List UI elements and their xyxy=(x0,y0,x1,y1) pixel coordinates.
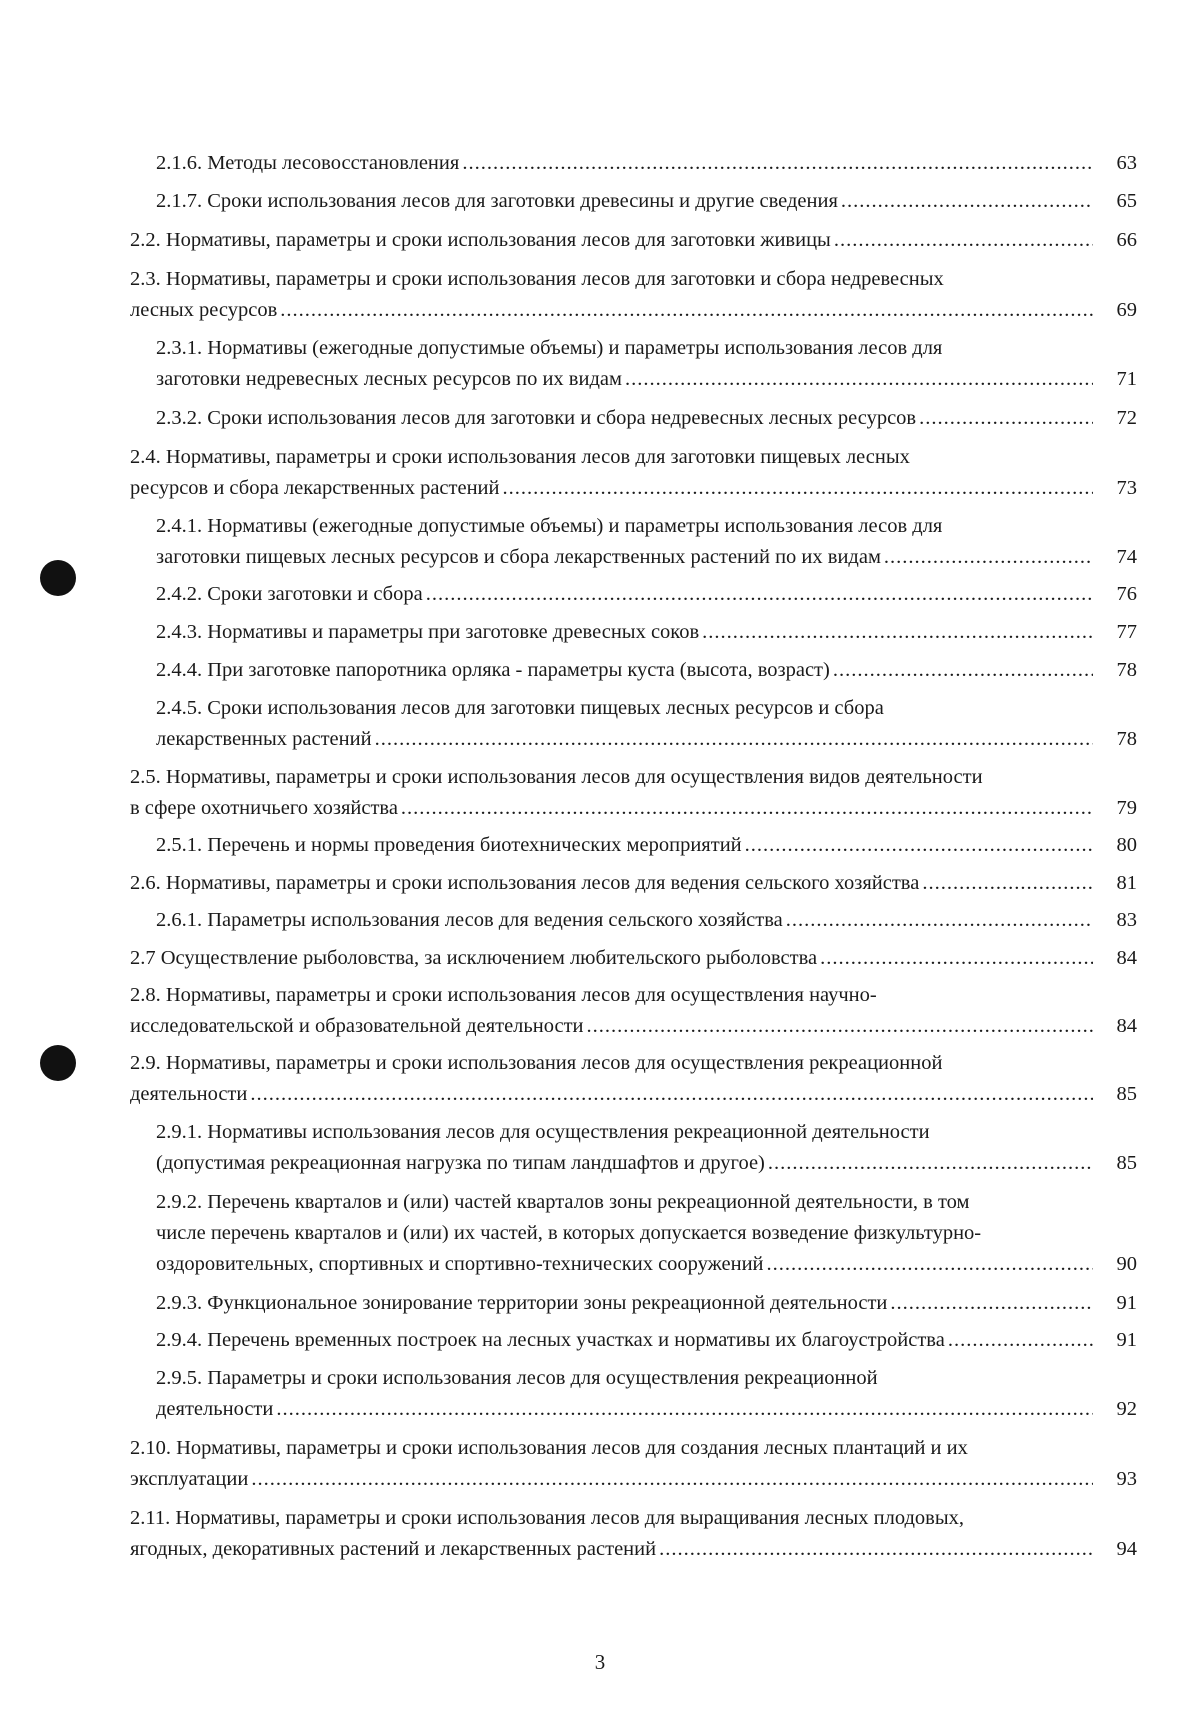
toc-entry-title: в сфере охотничьего хозяйства xyxy=(130,797,398,819)
toc-entry-page-number: 65 xyxy=(1116,190,1137,212)
toc-entry-title: ягодных, декоративных растений и лекарственных растений xyxy=(130,1538,657,1560)
toc-entry[interactable] xyxy=(130,655,1137,686)
toc-entry-page-number: 79 xyxy=(1116,797,1137,819)
toc-entry-title-line: 2.9.2. Перечень кварталов и (или) частей кварталов зоны рекреационной деятельности, в том xyxy=(156,1191,970,1213)
toc-entry-page-number: 77 xyxy=(1116,621,1137,643)
toc-entry-last-line xyxy=(130,1011,1137,1042)
toc-entry-title-line: 2.5. Нормативы, параметры и сроки использования лесов для осуществления видов деятельности xyxy=(130,766,983,788)
toc-entry-last-line xyxy=(130,793,1137,824)
toc-entry[interactable] xyxy=(130,442,1137,504)
toc-entry[interactable] xyxy=(130,333,1137,395)
toc-entry-title-line: числе перечень кварталов и (или) их частей, в которых допускается возведение физкультурно- xyxy=(156,1222,982,1244)
toc-entry-title: 2.6.1. Параметры использования лесов для ведения сельского хозяйства xyxy=(156,909,783,931)
toc-entry-title: оздоровительных, спортивных и спортивно-технических сооружений xyxy=(156,1253,764,1275)
toc-entry[interactable] xyxy=(130,617,1137,648)
dot-leader xyxy=(948,1325,1093,1356)
toc-entry-title-line: 2.8. Нормативы, параметры и сроки использования лесов для осуществления научно- xyxy=(130,984,877,1006)
dot-leader xyxy=(375,724,1093,755)
toc-entry-page-number: 78 xyxy=(1116,659,1137,681)
toc-entry-title: лекарственных растений xyxy=(156,728,372,750)
toc-entry[interactable] xyxy=(130,1288,1137,1319)
dot-leader xyxy=(767,1249,1093,1280)
toc-entry-last-line xyxy=(130,473,1137,504)
dot-leader xyxy=(820,943,1093,974)
toc-entry[interactable] xyxy=(130,403,1137,434)
toc-entry-last-line xyxy=(130,1079,1137,1110)
toc-entry-last-line xyxy=(156,364,1137,395)
toc-entry-page-number: 81 xyxy=(1116,872,1137,894)
toc-entry-last-line xyxy=(156,830,1137,861)
dot-leader xyxy=(503,473,1094,504)
dot-leader xyxy=(833,655,1093,686)
toc-entry-title-line: 2.4.5. Сроки использования лесов для заготовки пищевых лесных ресурсов и сбора xyxy=(156,697,884,719)
toc-entry-page-number: 66 xyxy=(1116,229,1137,251)
dot-leader xyxy=(426,579,1093,610)
toc-entry-title: заготовки пищевых лесных ресурсов и сбора лекарственных растений по их видам xyxy=(156,546,881,568)
toc-entry-page-number: 63 xyxy=(1116,152,1137,174)
dot-leader xyxy=(659,1534,1093,1565)
toc-entry-page-number: 90 xyxy=(1116,1253,1137,1275)
toc-entry-last-line xyxy=(156,542,1137,573)
toc-entry-page-number: 85 xyxy=(1116,1152,1137,1174)
toc-entry-title: 2.9.3. Функциональное зонирование территории зоны рекреационной деятельности xyxy=(156,1292,888,1314)
dot-leader xyxy=(276,1394,1093,1425)
toc-entry-last-line xyxy=(156,1148,1137,1179)
toc-entry-title-line: 2.3. Нормативы, параметры и сроки использования лесов для заготовки и сбора недревесных xyxy=(130,268,944,290)
toc-entry-last-line xyxy=(156,905,1137,936)
toc-entry-last-line xyxy=(130,1534,1137,1565)
toc-entry-title: 2.5.1. Перечень и нормы проведения биотехнических мероприятий xyxy=(156,834,742,856)
toc-entry-last-line xyxy=(156,148,1137,179)
toc-entry-title: 2.3.2. Сроки использования лесов для заготовки и сбора недревесных лесных ресурсов xyxy=(156,407,917,429)
toc-entry[interactable] xyxy=(130,511,1137,573)
toc-entry-title-line: 2.9.1. Нормативы использования лесов для осуществления рекреационной деятельности xyxy=(156,1121,930,1143)
dot-leader xyxy=(786,905,1093,936)
toc-entry[interactable] xyxy=(130,762,1137,824)
toc-entry-page-number: 85 xyxy=(1116,1083,1137,1105)
dot-leader xyxy=(462,148,1093,179)
toc-entry-title: исследовательской и образовательной деятельности xyxy=(130,1015,584,1037)
toc-entry-title: (допустимая рекреационная нагрузка по типам ландшафтов и другое) xyxy=(156,1152,765,1174)
toc-entry-title: 2.1.7. Сроки использования лесов для заготовки древесины и другие сведения xyxy=(156,190,838,212)
dot-leader xyxy=(251,1464,1093,1495)
toc-entry-last-line xyxy=(156,724,1137,755)
toc-entry-title: заготовки недревесных лесных ресурсов по их видам xyxy=(156,368,622,390)
page-number: 3 xyxy=(594,1650,606,1674)
toc-entry[interactable] xyxy=(130,1433,1137,1495)
punch-hole-top xyxy=(40,560,76,596)
toc-entry-last-line xyxy=(156,617,1137,648)
toc-entry[interactable] xyxy=(130,186,1137,217)
toc-entry[interactable] xyxy=(130,579,1137,610)
dot-leader xyxy=(250,1079,1093,1110)
toc-entry-title: 2.4.4. При заготовке папоротника орляка - параметры куста (высота, возраст) xyxy=(156,659,830,681)
toc-entry[interactable] xyxy=(130,1117,1137,1179)
toc-entry-page-number: 83 xyxy=(1116,909,1137,931)
dot-leader xyxy=(702,617,1093,648)
toc-entry-last-line xyxy=(130,295,1137,326)
dot-leader xyxy=(768,1148,1093,1179)
toc-entry-title: деятельности xyxy=(130,1083,248,1105)
toc-entry-title-line: 2.3.1. Нормативы (ежегодные допустимые объемы) и параметры использования лесов для xyxy=(156,337,943,359)
toc-entry[interactable] xyxy=(130,868,1137,899)
toc-entry-page-number: 78 xyxy=(1116,728,1137,750)
toc-entry-title: эксплуатации xyxy=(130,1468,249,1490)
toc-entry-page-number: 91 xyxy=(1116,1292,1137,1314)
toc-entry-last-line xyxy=(156,1325,1137,1356)
toc-entry[interactable] xyxy=(130,148,1137,179)
toc-entry[interactable] xyxy=(130,980,1137,1042)
toc-entry-page-number: 84 xyxy=(1116,947,1137,969)
toc-entry-page-number: 69 xyxy=(1116,299,1137,321)
punch-hole-bottom xyxy=(40,1045,76,1081)
toc-entry-last-line xyxy=(130,1464,1137,1495)
toc-entry[interactable] xyxy=(130,693,1137,755)
toc-entry-title-line: 2.4. Нормативы, параметры и сроки использования лесов для заготовки пищевых лесных xyxy=(130,446,910,468)
toc-entry-page-number: 74 xyxy=(1116,546,1137,568)
toc-entry-title-line: 2.9. Нормативы, параметры и сроки использования лесов для осуществления рекреационной xyxy=(130,1052,943,1074)
toc-entry-title-line: 2.11. Нормативы, параметры и сроки использования лесов для выращивания лесных плодовых, xyxy=(130,1507,965,1529)
toc-entry[interactable] xyxy=(130,943,1137,974)
toc-entry-page-number: 80 xyxy=(1116,834,1137,856)
toc-entry[interactable] xyxy=(130,225,1137,256)
toc-entry-last-line xyxy=(156,403,1137,434)
toc-entry-title: 2.9.4. Перечень временных построек на лесных участках и нормативы их благоустройства xyxy=(156,1329,945,1351)
toc-entry-last-line xyxy=(130,868,1137,899)
toc-entry-title-line: 2.10. Нормативы, параметры и сроки использования лесов для создания лесных плантаций и их xyxy=(130,1437,968,1459)
toc-entry-title: лесных ресурсов xyxy=(130,299,278,321)
toc-entry-last-line xyxy=(156,1394,1137,1425)
dot-leader xyxy=(922,868,1093,899)
toc-entry-last-line xyxy=(156,186,1137,217)
toc-entry-last-line xyxy=(156,655,1137,686)
toc-entry-title: 2.4.2. Сроки заготовки и сбора xyxy=(156,583,423,605)
toc-entry[interactable] xyxy=(130,905,1137,936)
toc-entry-title-line: 2.9.5. Параметры и сроки использования лесов для осуществления рекреационной xyxy=(156,1367,878,1389)
dot-leader xyxy=(834,225,1093,256)
dot-leader xyxy=(587,1011,1093,1042)
toc-entry[interactable] xyxy=(130,1325,1137,1356)
toc-entry[interactable] xyxy=(130,1048,1137,1110)
toc-entry-title: 2.2. Нормативы, параметры и сроки использования лесов для заготовки живицы xyxy=(130,229,831,251)
dot-leader xyxy=(625,364,1093,395)
toc-entry[interactable] xyxy=(130,1187,1137,1280)
toc-entry-page-number: 76 xyxy=(1116,583,1137,605)
toc-entry-last-line xyxy=(156,1249,1137,1280)
dot-leader xyxy=(890,1288,1093,1319)
toc-entry-title: 2.1.6. Методы лесовосстановления xyxy=(156,152,460,174)
toc-entry-title: ресурсов и сбора лекарственных растений xyxy=(130,477,500,499)
dot-leader xyxy=(841,186,1093,217)
toc-entry-page-number: 72 xyxy=(1116,407,1137,429)
toc-entry[interactable] xyxy=(130,1363,1137,1425)
dot-leader xyxy=(280,295,1093,326)
dot-leader xyxy=(919,403,1093,434)
toc-entry-last-line xyxy=(130,225,1137,256)
toc-entry[interactable] xyxy=(130,1503,1137,1565)
toc-entry-page-number: 92 xyxy=(1116,1398,1137,1420)
toc-entry-page-number: 73 xyxy=(1116,477,1137,499)
toc-entry[interactable] xyxy=(130,830,1137,861)
toc-entry-page-number: 84 xyxy=(1116,1015,1137,1037)
table-of-contents xyxy=(130,148,1137,1565)
toc-entry-page-number: 93 xyxy=(1116,1468,1137,1490)
dot-leader xyxy=(745,830,1093,861)
toc-entry[interactable] xyxy=(130,264,1137,326)
toc-entry-title: 2.7 Осуществление рыболовства, за исключением любительского рыболовства xyxy=(130,947,818,969)
toc-entry-last-line xyxy=(156,579,1137,610)
toc-entry-last-line xyxy=(156,1288,1137,1319)
toc-entry-title: деятельности xyxy=(156,1398,274,1420)
toc-entry-page-number: 94 xyxy=(1116,1538,1137,1560)
toc-entry-title: 2.6. Нормативы, параметры и сроки использования лесов для ведения сельского хозяйства xyxy=(130,872,920,894)
dot-leader xyxy=(401,793,1093,824)
toc-entry-page-number: 91 xyxy=(1116,1329,1137,1351)
toc-entry-last-line xyxy=(130,943,1137,974)
toc-entry-title: 2.4.3. Нормативы и параметры при заготовке древесных соков xyxy=(156,621,700,643)
toc-entry-title-line: 2.4.1. Нормативы (ежегодные допустимые объемы) и параметры использования лесов для xyxy=(156,515,943,537)
dot-leader xyxy=(884,542,1093,573)
toc-entry-page-number: 71 xyxy=(1116,368,1137,390)
